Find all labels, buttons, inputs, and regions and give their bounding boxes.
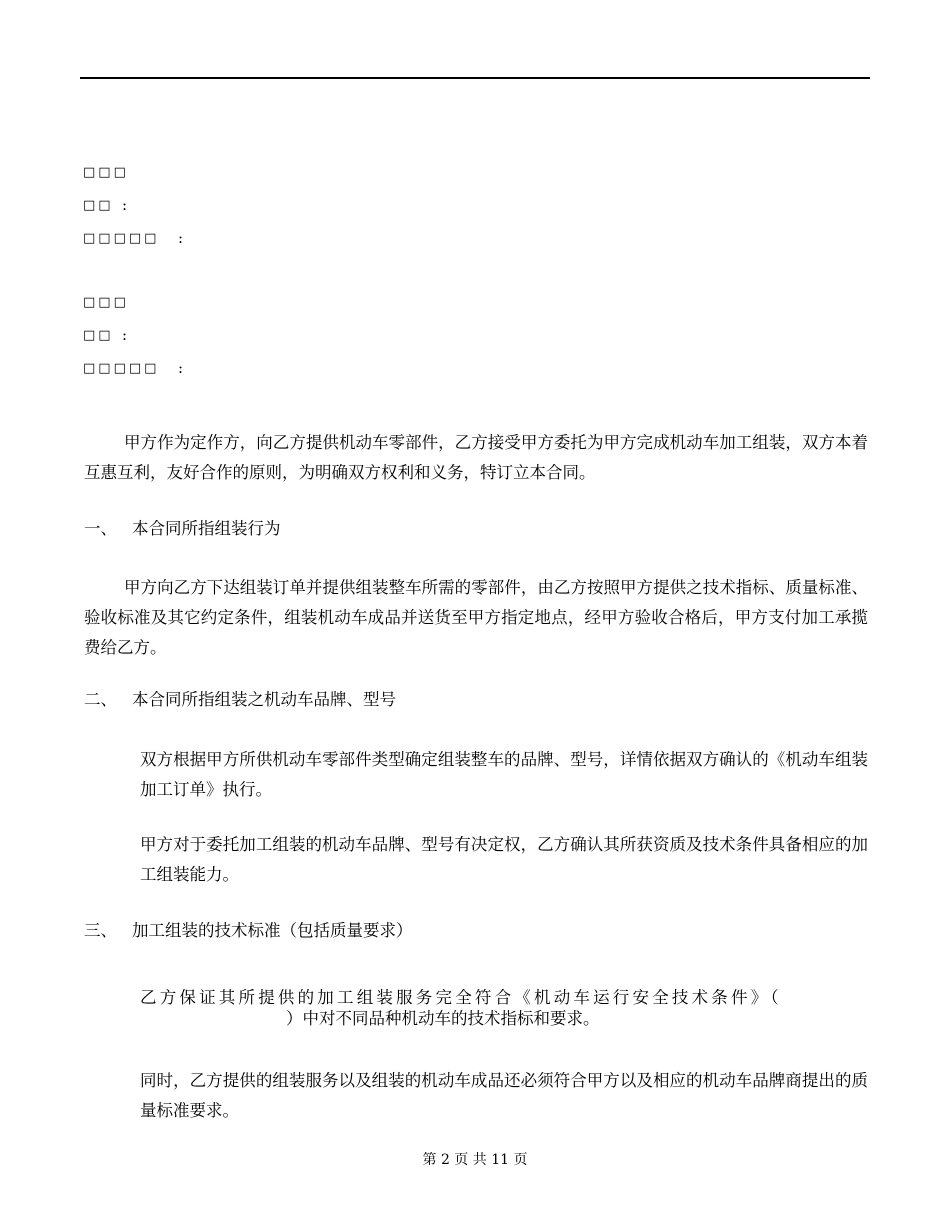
section-3-title: 加工组装的技术标准（包括质量要求）	[132, 921, 413, 940]
header-rule	[80, 77, 870, 79]
party-a-address-label: □□	[83, 198, 114, 213]
section-1-paragraph-1: 甲方向乙方下达组装订单并提供组装整车所需的零部件，由乙方按照甲方提供之技术指标、质量标准、验收标准及其它约定条件，组装机动车成品并送货至甲方指定地点，经甲方验收合格后，甲方支付加工承揽费给乙方。	[84, 578, 868, 657]
party-a-address-colon: :	[122, 196, 128, 214]
party-b-address-colon: :	[122, 326, 128, 344]
party-a-rep-label: □□□□□	[83, 231, 160, 246]
section-2-heading	[84, 689, 396, 711]
section-1-title: 本合同所指组装行为	[132, 519, 281, 538]
section-3-paragraph-1-line-1: 乙方保证其所提供的加工组装服务完全符合《机动车运行安全技术条件》（	[140, 988, 782, 1007]
section-3-number: 三、	[84, 921, 117, 940]
page-footer: 第 2 页 共 11 页	[422, 1152, 528, 1168]
section-1-number: 一、	[84, 519, 117, 538]
party-a-rep-colon: :	[178, 229, 184, 247]
party-a-label: □□□	[83, 165, 129, 180]
section-1-heading	[84, 518, 281, 540]
party-b-address-label: □□	[83, 328, 114, 343]
section-3-paragraph-1-line-2: ）中对不同品种机动车的技术指标和要求。	[286, 1009, 600, 1028]
preamble-paragraph: 甲方作为定作方，向乙方提供机动车零部件，乙方接受甲方委托为甲方完成机动车加工组装，双方本着互惠互利，友好合作的原则，为明确双方权利和义务，特订立本合同。	[84, 433, 868, 482]
section-2-paragraph-2: 甲方对于委托加工组装的机动车品牌、型号有决定权，乙方确认其所获资质及技术条件具备相应的加工组装能力。	[140, 835, 868, 884]
party-b-rep-colon: :	[178, 359, 184, 377]
section-2-paragraph-1: 双方根据甲方所供机动车零部件类型确定组装整车的品牌、型号，详情依据双方确认的《机动车组装加工订单》执行。	[140, 750, 868, 799]
section-3-heading	[84, 920, 413, 942]
party-b-rep-label: □□□□□	[83, 361, 160, 376]
section-2-title: 本合同所指组装之机动车品牌、型号	[132, 690, 396, 709]
section-2-number: 二、	[84, 690, 117, 709]
section-3-paragraph-2: 同时，乙方提供的组装服务以及组装的机动车成品还必须符合甲方以及相应的机动车品牌商提出的质量标准要求。	[140, 1071, 868, 1120]
party-b-label: □□□	[83, 295, 129, 310]
